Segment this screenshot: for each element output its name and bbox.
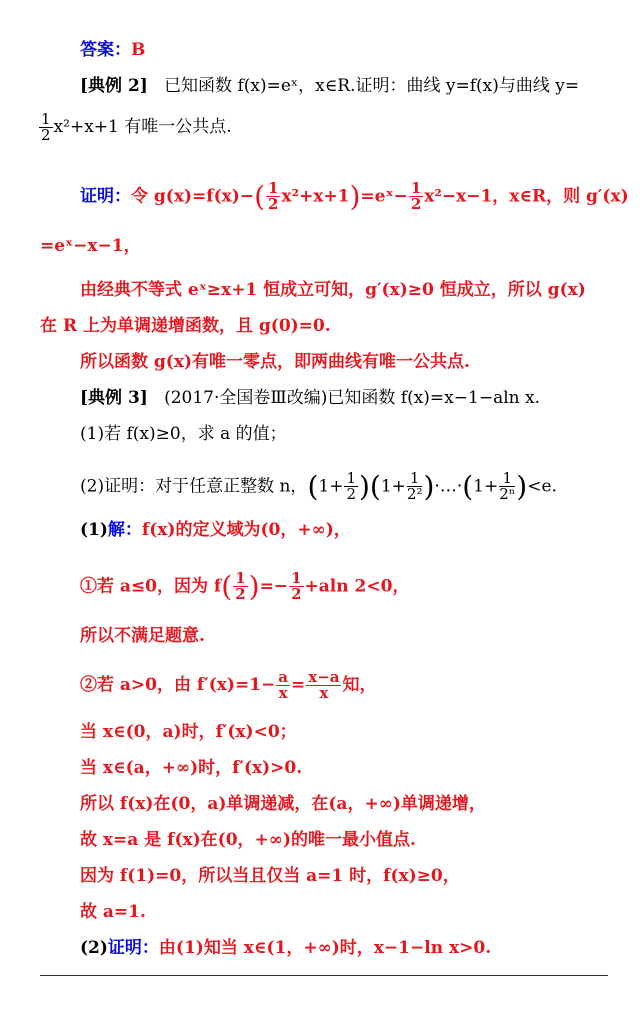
solution-case-1: ①若 a≤0，因为 f( $\frac{1}{2}$ )=− $\frac{1}{2}$ +aln 2<0，	[80, 569, 410, 604]
example-2-fraction: $\frac{1}{2}$	[41, 110, 51, 144]
solution-2-line: (2)证明：由(1)知当 x∈(1，+∞)时，x−1−ln x>0.	[80, 938, 492, 958]
page-divider	[40, 975, 608, 976]
solution-line-10: 故 a=1.	[80, 902, 146, 922]
proof-2-line-2: =eˣ−x−1，	[40, 236, 141, 256]
proof-2-line-1: 证明：令 g(x)=f(x)−( $\frac{1}{2}$ x²+x+1)=eˣ− $\frac{1}{2}$ x²−x−1，x∈R，则 g′(x)	[80, 179, 629, 214]
solution-line-8: 故 x=a 是 f(x)在(0，+∞)的唯一最小值点.	[80, 830, 416, 850]
example-3-tag: [典例 3]	[80, 388, 148, 408]
solution-line-6: 当 x∈(a，+∞)时，f′(x)>0.	[80, 758, 303, 778]
question-1: (1)若 f(x)≥0，求 a 的值；	[80, 424, 287, 444]
solution-line-9: 因为 f(1)=0，所以当且仅当 a=1 时，f(x)≥0，	[80, 866, 460, 886]
proof-label-2: 证明：	[107, 938, 159, 958]
example-3-line	[80, 388, 540, 408]
solution-line-5: 当 x∈(0，a)时，f′(x)<0；	[80, 722, 297, 742]
example-2-line-2	[38, 112, 232, 143]
answer-value: B	[131, 40, 146, 60]
proof-2-line-4: 在 R 上为单调递增函数，且 g(0)=0.	[40, 316, 331, 336]
example-2-text: 已知函数 f(x)=eˣ，x∈R.证明：曲线 y=f(x)与曲线 y=	[164, 76, 580, 96]
example-2-line-1	[80, 76, 579, 96]
solution-label: 解：	[107, 520, 142, 540]
solution-1-line: (1)解：f(x)的定义域为(0，+∞)，	[80, 520, 351, 540]
proof-2-label: 证明：	[80, 186, 131, 207]
answer-label: 答案：	[80, 40, 131, 60]
proof-2-line-3: 由经典不等式 eˣ≥x+1 恒成立可知，g′(x)≥0 恒成立，所以 g(x)	[80, 280, 586, 300]
question-2: (2)证明：对于任意正整数 n，(1+ $\frac{1}{2}$ )(1+ $\frac{1}{\text{2²}}$ )·…·(1+ $\frac{1}{\text{2ⁿ}}$ )<e.	[80, 469, 557, 504]
solution-line-3: 所以不满足题意.	[80, 626, 205, 646]
solution-line-7: 所以 f(x)在(0，a)单调递减，在(a，+∞)单调递增，	[80, 794, 486, 814]
example-2-tag: [典例 2]	[80, 76, 148, 96]
proof-2-line-5: 所以函数 g(x)有唯一零点，即两曲线有唯一公共点.	[80, 352, 470, 372]
answer-line	[80, 40, 145, 60]
example-2-text-2: x²+x+1 有唯一公共点.	[53, 117, 232, 137]
example-3-text: (2017·全国卷Ⅲ改编)已知函数 f(x)=x−1−aln x.	[164, 388, 540, 408]
solution-case-2: ②若 a>0，由 f′(x)=1− $\frac{a}{x}$ = $\frac{x-a}{x}$ 知，	[80, 668, 377, 702]
